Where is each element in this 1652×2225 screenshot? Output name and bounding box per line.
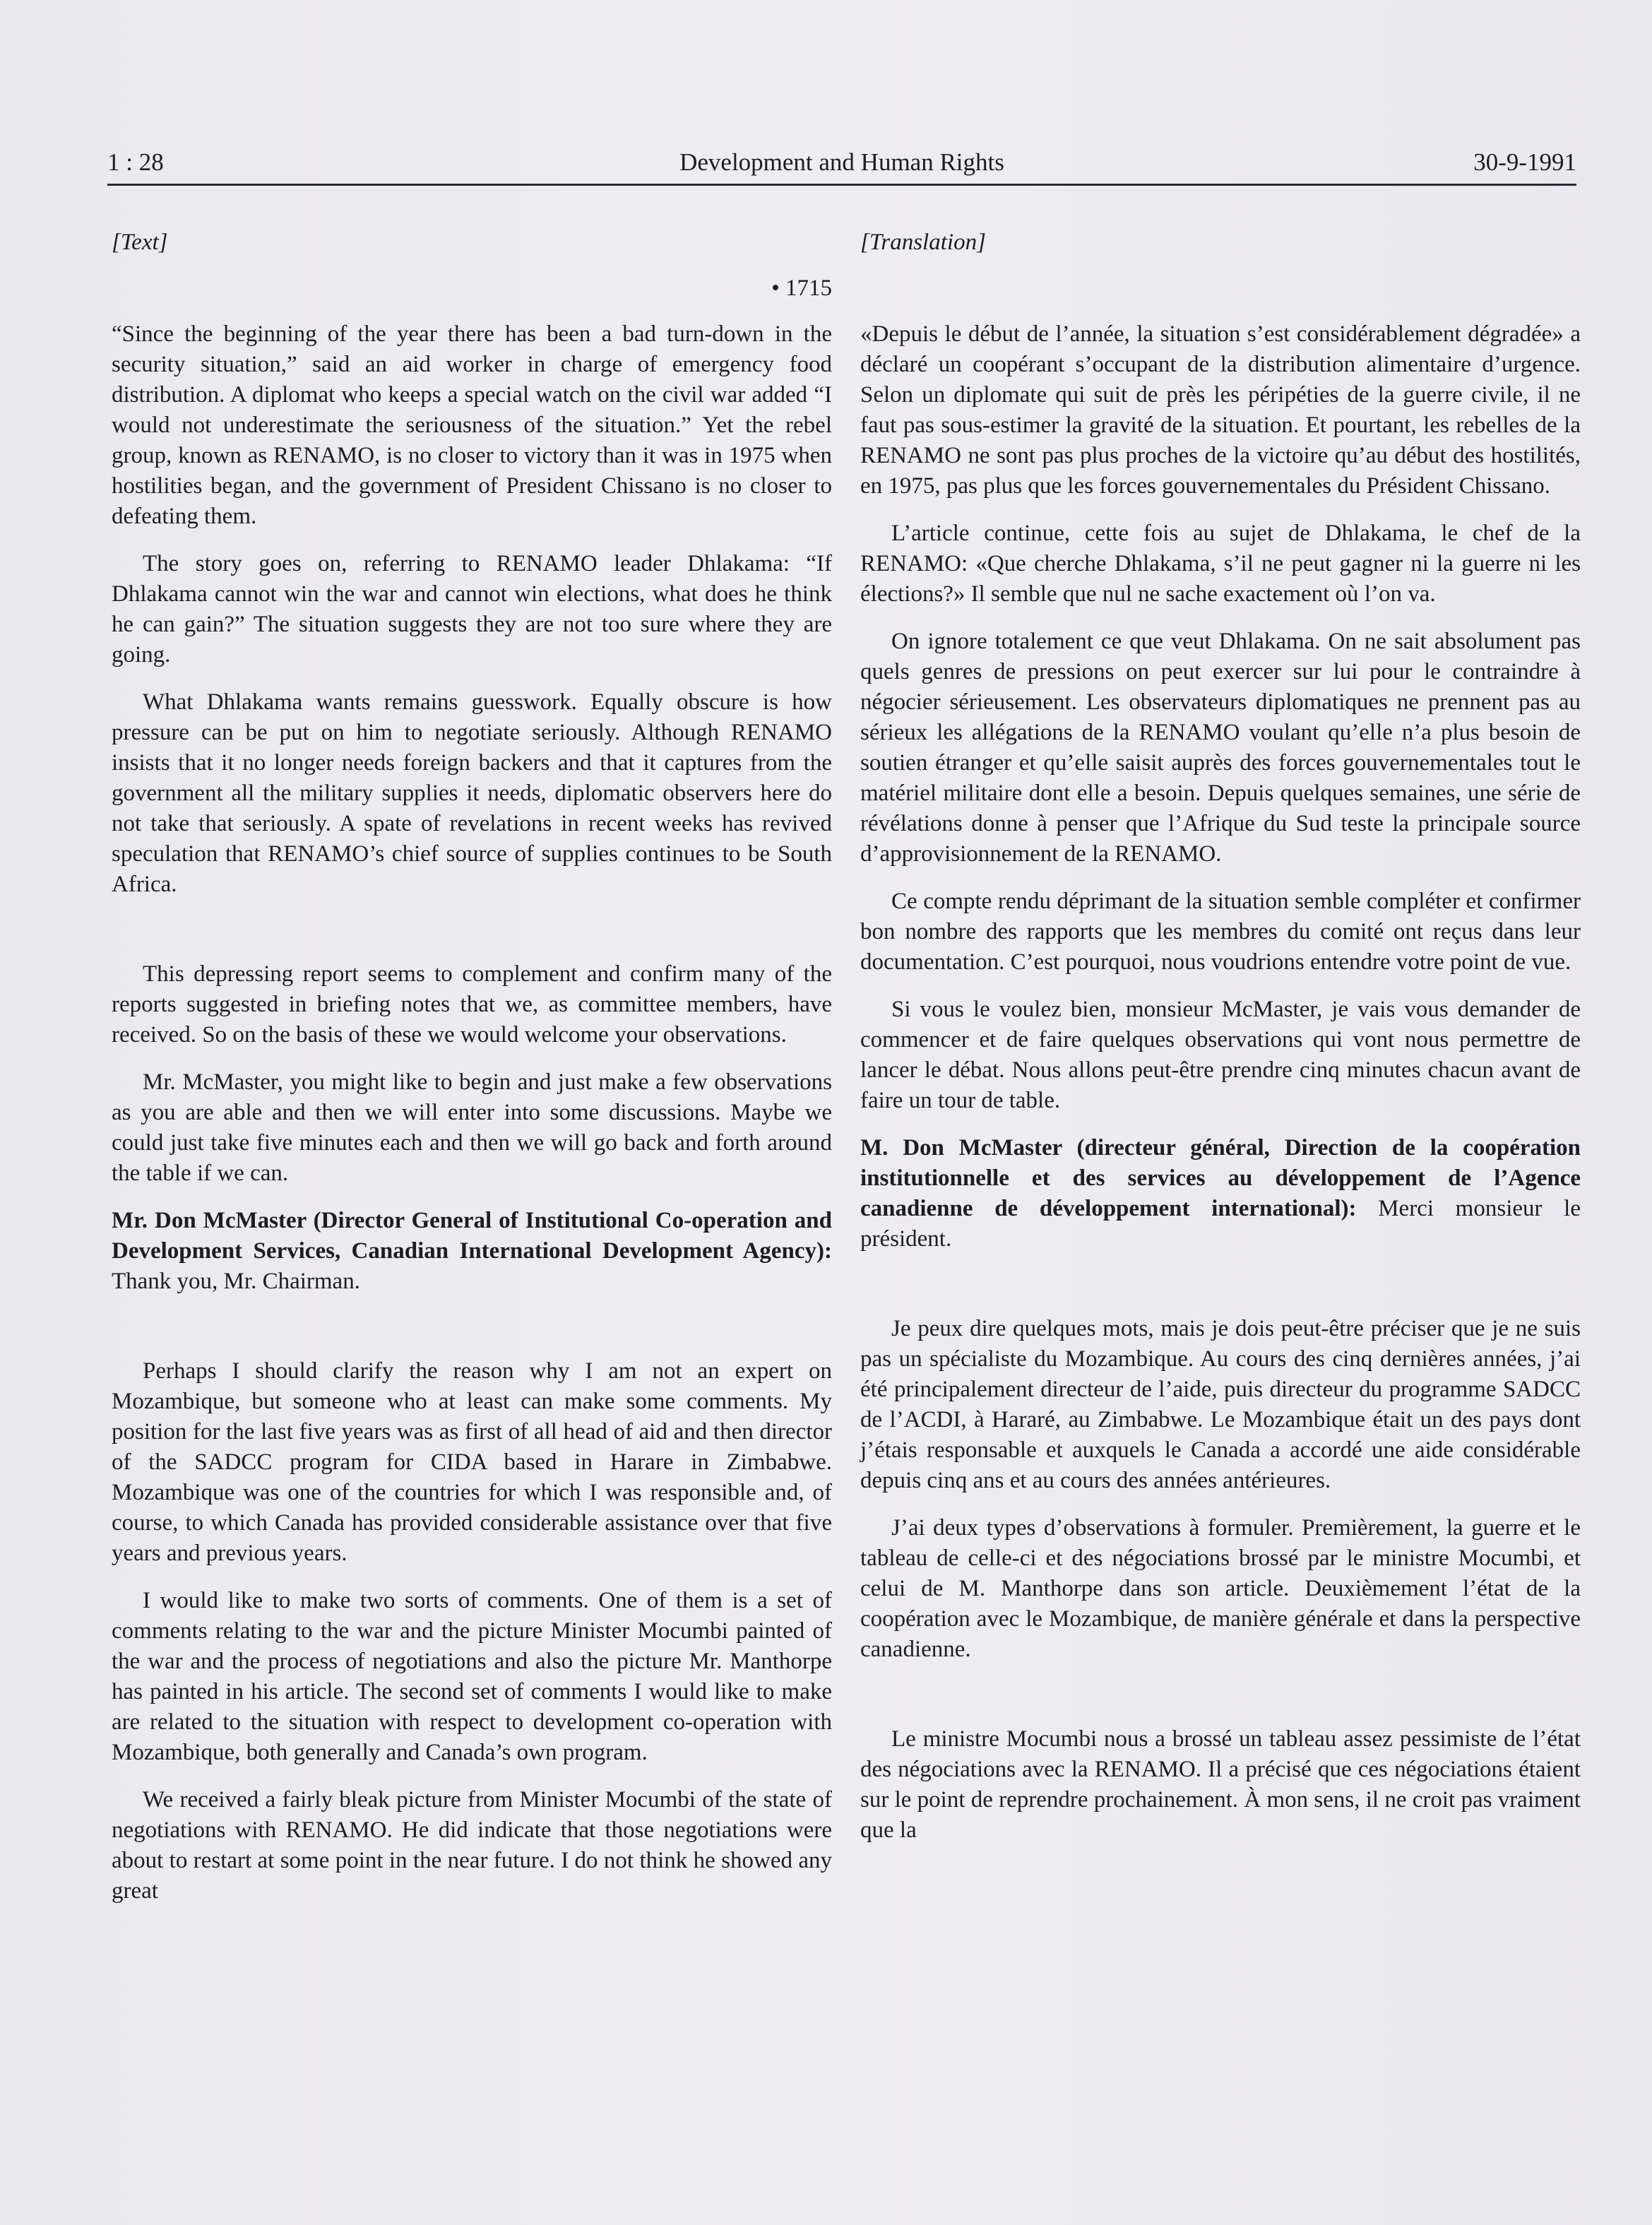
paragraph: On ignore totalement ce que veut Dhlakama. On ne sait absolument pas quels genres de pressions on peut exercer sur lui pour le contraindre à négocier sérieusement. Les observateurs diplomatiques ne prennent pas au sérieux les allégations de la RENAMO voulant qu’elle n’a plus besoin de soutien étranger et qu’elle saisit auprès des forces gouvernementales tout le matériel militaire dont elle a besoin. Depuis quelques semaines, une série de révélations donne à penser que l’Afrique du Sud teste la principale source d’approvisionnement de la RENAMO.	[860, 629, 1581, 867]
spacer	[112, 917, 832, 959]
paragraph: This depressing report seems to complement and confirm many of the reports suggested in briefing notes that we, as committee members, have received. So on the basis of these we would welcome your observations.	[112, 961, 832, 1048]
page-number: 1 : 28	[107, 148, 164, 176]
speaker-paragraph	[860, 1133, 1581, 1254]
paragraph: Ce compte rendu déprimant de la situation semble compléter et confirmer bon nombre des rapports que les membres du comité ont reçus dans leur documentation. C’est pourquoi, nous voudrions entendre votre point de vue.	[860, 889, 1581, 975]
paragraph: Je peux dire quelques mots, mais je dois peut-être préciser que je ne suis pas un spécialiste du Mozambique. Au cours des cinq dernières années, j’ai été principalement directeur de l’aide, puis directeur du programme SADCC de l’ACDI, à Hararé, au Zimbabwe. Le Mozambique était un des pays dont j’étais responsable et auxquels le Canada a accordé une aide considérable depuis cinq ans et au cours des années antérieures.	[860, 1316, 1581, 1493]
page-header	[107, 147, 1576, 186]
speaker-name: Mr. Don McMaster (Director General of Institutional Co-operation and Development Services, Canadian International Development Agency):	[112, 1208, 832, 1264]
paragraph: I would like to make two sorts of comments. One of them is a set of comments relating to the war and the picture Minister Mocumbi painted of the war and the process of negotiations and also the picture Mr. Manthorpe has painted in his article. The second set of comments I would like to make are related to the situation with respect to development co-operation with Mozambique, both generally and Canada’s own program.	[112, 1588, 832, 1765]
text-label: [Text]	[112, 230, 168, 255]
marker-spacer	[860, 273, 1581, 304]
running-title: Development and Human Rights	[679, 148, 1004, 176]
paragraph: What Dhlakama wants remains guesswork. Equally obscure is how pressure can be put on him to negotiate seriously. Although RENAMO insists that it no longer needs foreign backers and that it captures from the government all the military supplies it needs, diplomatic observers here do not take that seriously. A spate of revelations in recent weeks has revived speculation that RENAMO’s chief source of supplies continues to be South Africa.	[112, 689, 832, 897]
english-column	[112, 227, 832, 1923]
spacer	[112, 1314, 832, 1356]
paragraph: The story goes on, referring to RENAMO leader Dhlakama: “If Dhlakama cannot win the war and cannot win elections, what does he think he can gain?” The situation suggests they are not too sure where they are going.	[112, 551, 832, 668]
paragraph: L’article continue, cette fois au sujet de Dhlakama, le chef de la RENAMO: «Que cherche Dhlakama, s’il ne peut gagner ni la guerre ni les élections?» Il semble que nul ne sache exactement où l’on va.	[860, 521, 1581, 607]
page-date: 30-9-1991	[1473, 148, 1576, 176]
paragraph: Mr. McMaster, you might like to begin and just make a few observations as you are able and then we will enter into some discussions. Maybe we could just take five minutes each and then we will go back and forth around the table if we can.	[112, 1069, 832, 1186]
french-column	[860, 227, 1581, 1863]
spacer	[860, 1271, 1581, 1314]
translation-label: [Translation]	[860, 230, 986, 255]
speaker-name: M. Don McMaster (directeur général, Direction de la coopération institutionnelle et des services au développement de l’Agence canadienne de développement international):	[860, 1135, 1581, 1221]
speaker-text: Merci monsieur le président.	[860, 1196, 1581, 1252]
paragraph: «Depuis le début de l’année, la situation s’est considérablement dégradée» a déclaré un coopérant s’occupant de la distribution alimentaire d’urgence. Selon un diplomate qui suit de près les péripéties de la guerre civile, il ne faut pas sous-estimer la gravité de la situation. Et pourtant, les rebelles de la RENAMO ne sont pas plus proches de la victoire qu’au début des hostilités, en 1975, pas plus que les forces gouvernementales du Président Chissano.	[860, 321, 1581, 499]
spacer	[860, 1682, 1581, 1724]
time-marker: • 1715	[771, 275, 832, 301]
speaker-paragraph	[112, 1206, 832, 1297]
paragraph: Perhaps I should clarify the reason why I am not an expert on Mozambique, but someone who at least can make some comments. My position for the last five years was as first of all head of aid and then director of the SADCC program for CIDA based in Harare in Zimbabwe. Mozambique was one of the countries for which I was responsible and, of course, to which Canada has provided considerable assistance over that five years and previous years.	[112, 1358, 832, 1566]
paragraph: Le ministre Mocumbi nous a brossé un tableau assez pessimiste de l’état des négociations avec la RENAMO. Il a précisé que ces négociations étaient sur le point de reprendre prochainement. À mon sens, il ne croit pas vraiment que la	[860, 1726, 1581, 1843]
speaker-text: Thank you, Mr. Chairman.	[112, 1269, 360, 1294]
paragraph: Si vous le voulez bien, monsieur McMaster, je vais vous demander de commencer et de faire quelques observations qui vont nous permettre de lancer le débat. Nous allons peut-être prendre cinq minutes chacun avant de faire un tour de table.	[860, 997, 1581, 1113]
paragraph: “Since the beginning of the year there has been a bad turn-down in the security situation,” said an aid worker in charge of emergency food distribution. A diplomat who keeps a special watch on the civil war added “I would not underestimate the seriousness of the situation.” Yet the rebel group, known as RENAMO, is no closer to victory than it was in 1975 when hostilities began, and the government of President Chissano is no closer to defeating them.	[112, 321, 832, 529]
paragraph: We received a fairly bleak picture from Minister Mocumbi of the state of negotiations with RENAMO. He did indicate that those negotiations were about to restart at some point in the near future. I do not think he showed any great	[112, 1787, 832, 1904]
paragraph: J’ai deux types d’observations à formuler. Premièrement, la guerre et le tableau de celle-ci et des négociations brossé par le ministre Mocumbi, et celui de M. Manthorpe dans son article. Deuxièmement l’état de la coopération avec le Mozambique, de manière générale et dans la perspective canadienne.	[860, 1515, 1581, 1662]
